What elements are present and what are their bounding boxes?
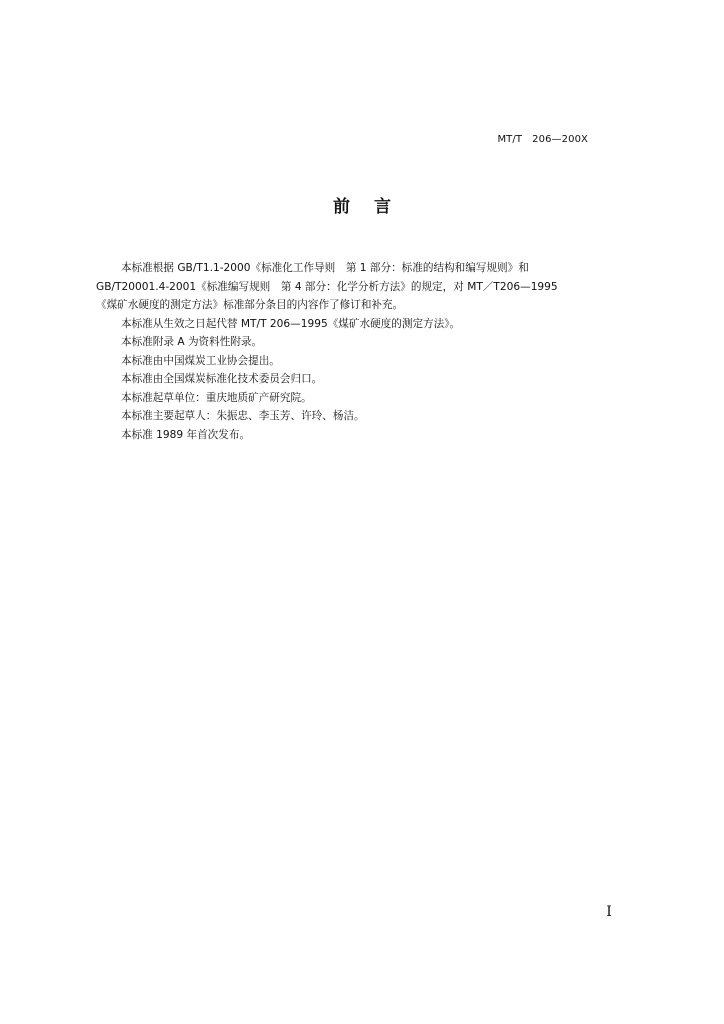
paragraph-basis-line-3: 《煤矿水硬度的测定方法》标准部分条目的内容作了修订和补充。 — [96, 299, 404, 311]
paragraph-appendix: 本标准附录 A 为资料性附录。 — [121, 336, 263, 348]
paragraph-drafters: 本标准主要起草人：朱振忠、李玉芳、许玲、杨洁。 — [121, 410, 365, 422]
paragraph-basis-line-2: GB/T20001.4-2001《标准编写规则 第 4 部分：化学分析方法》的规定，对 MT／T206—1995 — [96, 280, 558, 293]
standard-code: MT/T 206—200X — [497, 134, 588, 145]
paragraph-drafting-unit: 本标准起草单位：重庆地质矿产研究院。 — [121, 391, 312, 404]
paragraph-proposed-by: 本标准由中国煤炭工业协会提出。 — [121, 354, 280, 367]
foreword-body — [97, 259, 618, 444]
paragraph-administered-by: 本标准由全国煤炭标准化技术委员会归口。 — [121, 373, 323, 385]
paragraph-basis — [97, 259, 618, 315]
page-number: I — [606, 904, 612, 920]
paragraph-first-issued: 本标准 1989 年首次发布。 — [121, 428, 251, 441]
paragraph-basis-line-1: 本标准根据 GB/T1.1-2000《标准化工作导则 第 1 部分：标准的结构和编写规则》和 — [121, 262, 529, 274]
paragraph-supersedes: 本标准从生效之日起代替 MT/T 206—1995《煤矿水硬度的测定方法》。 — [121, 317, 461, 330]
page-title: 前言 — [333, 197, 415, 217]
